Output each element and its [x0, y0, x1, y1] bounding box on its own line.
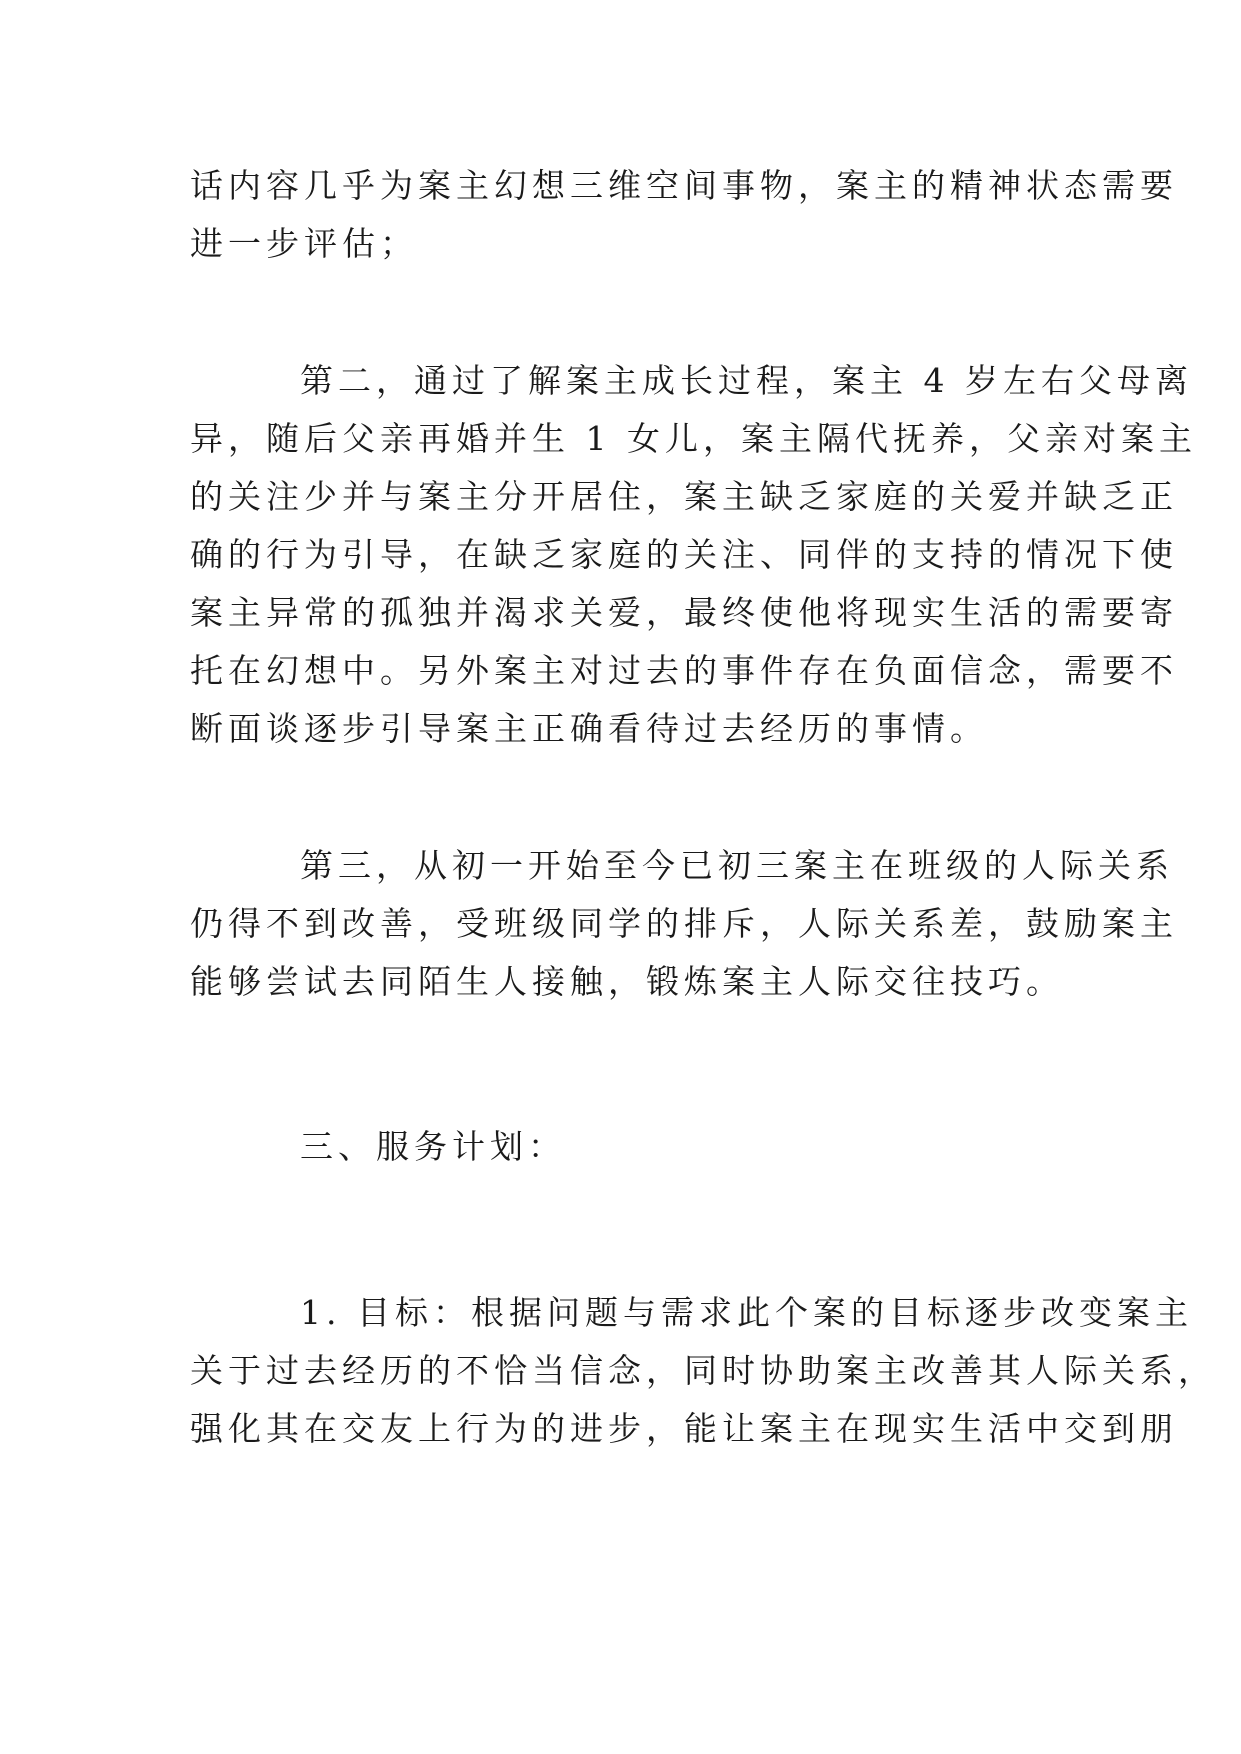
paragraph-1-line-2: 进一步评估； [190, 224, 418, 263]
paragraph-3-line-2: 仍得不到改善，受班级同学的排斥，人际关系差，鼓励案主 [190, 904, 1178, 943]
section-heading: 三、服务计划： [300, 1127, 566, 1166]
paragraph-2-line-3: 的关注少并与案主分开居住，案主缺乏家庭的关爱并缺乏正 [190, 477, 1178, 516]
paragraph-2-line-4: 确的行为引导，在缺乏家庭的关注、同伴的支持的情况下使 [190, 535, 1178, 574]
paragraph-4-line-3: 强化其在交友上行为的进步，能让案主在现实生活中交到朋 [190, 1409, 1178, 1448]
paragraph-2-line-1: 第二，通过了解案主成长过程，案主 4 岁左右父母离 [300, 361, 1193, 400]
paragraph-1-line-1: 话内容几乎为案主幻想三维空间事物，案主的精神状态需要 [190, 166, 1178, 205]
paragraph-2-line-5: 案主异常的孤独并渴求关爱，最终使他将现实生活的需要寄 [190, 593, 1178, 632]
paragraph-2-line-2: 异，随后父亲再婚并生 1 女儿，案主隔代抚养，父亲对案主 [190, 419, 1197, 458]
paragraph-4-line-1: 1. 目标：根据问题与需求此个案的目标逐步改变案主 [300, 1293, 1193, 1332]
paragraph-4-line-2: 关于过去经历的不恰当信念，同时协助案主改善其人际关系， [190, 1351, 1216, 1390]
paragraph-3-line-1: 第三，从初一开始至今已初三案主在班级的人际关系 [300, 846, 1174, 885]
paragraph-2-line-7: 断面谈逐步引导案主正确看待过去经历的事情。 [190, 709, 988, 748]
paragraph-3-line-3: 能够尝试去同陌生人接触，锻炼案主人际交往技巧。 [190, 962, 1064, 1001]
paragraph-2-line-6: 托在幻想中。另外案主对过去的事件存在负面信念，需要不 [190, 651, 1178, 690]
